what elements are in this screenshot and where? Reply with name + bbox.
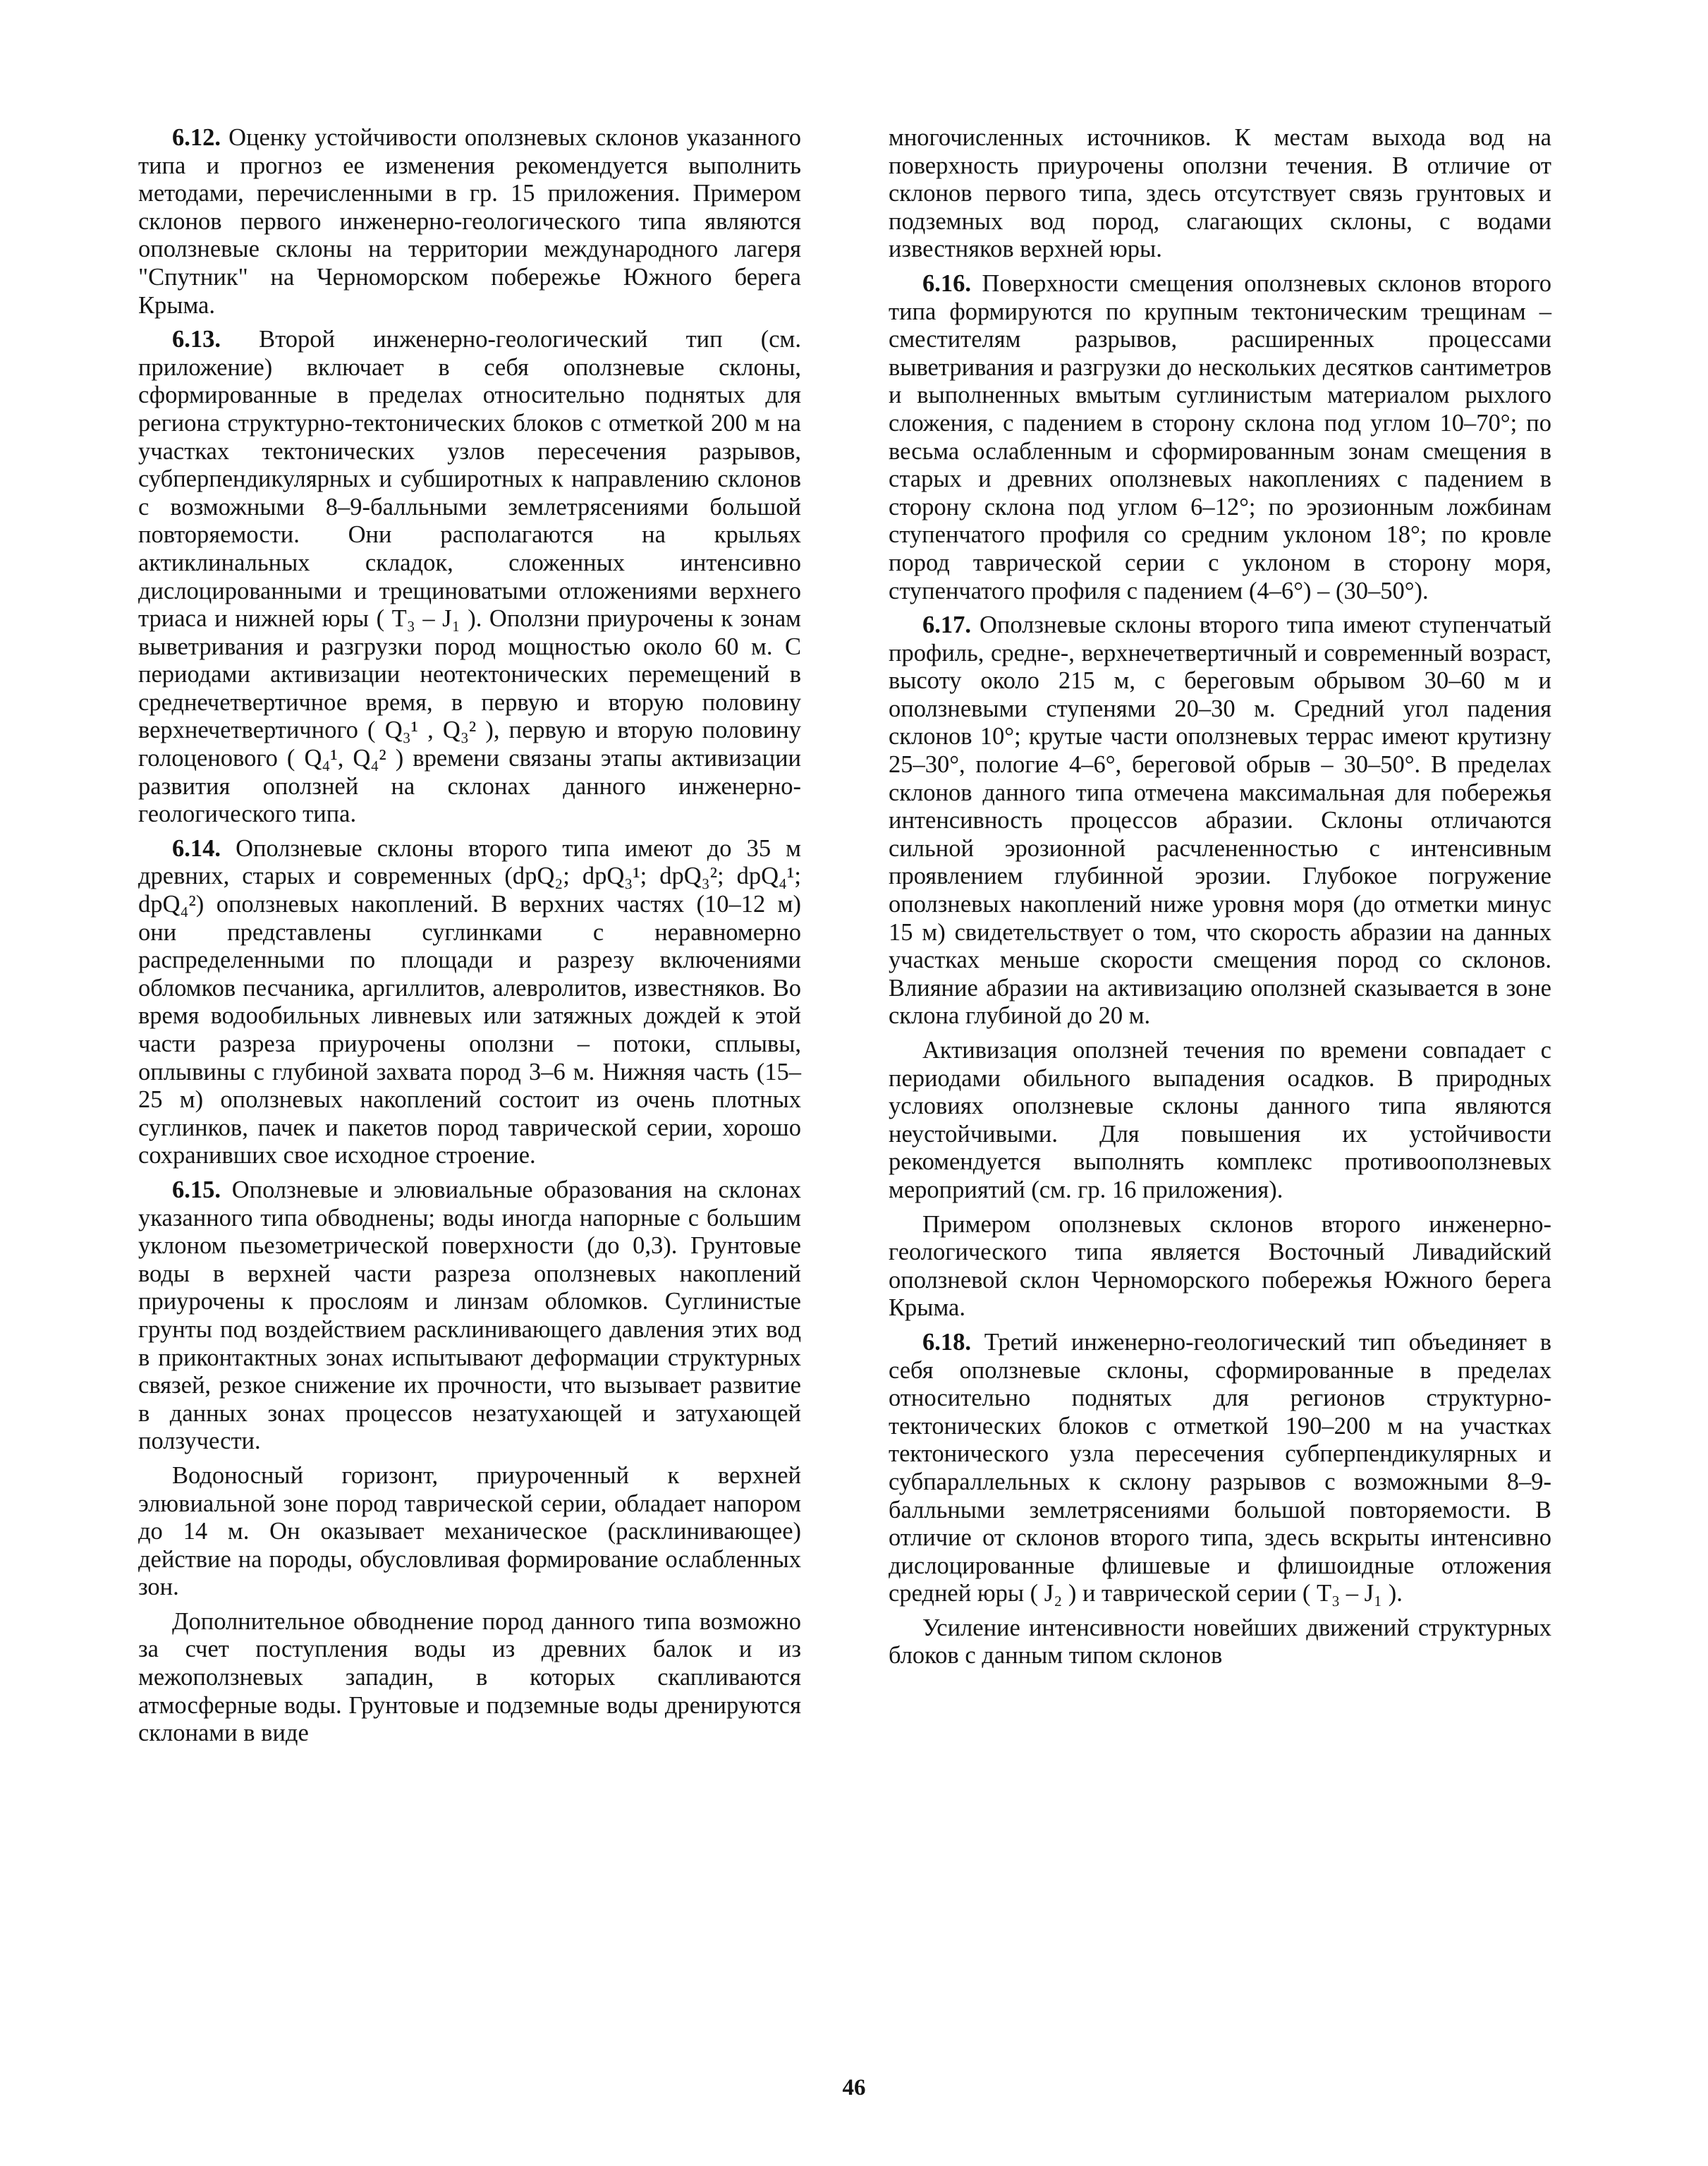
paragraph-text: Оползневые склоны второго типа имеют до 35 м древних, старых и современных (dpQ₂; dpQ₃¹; dpQ₃²; dpQ₄¹; dpQ₄²) оползневых накоплений. В верхних частях (10–12 м) они представлены суглинками с неравномерно распределенными по площади и разрезу включениями обломков песчаника, аргиллитов, алевролитов, известняков. Во время водообильных ливневых или затяжных дождей к этой части разреза приурочены оползни – потоки, сплывы, оплывины с глубиной захвата пород 3–6 м. Нижняя часть (15–25 м) оползневых накоплений состоит из очень плотных суглинков, пачек и пакетов пород таврической серии, хорошо сохранивших свое исходное строение. [138,834,802,1169]
paragraph [138,835,801,1170]
paragraph [138,1608,801,1748]
section-number: 6.12. [172,124,221,151]
paragraph-text: Примером оползневых склонов второго инженерно-геологического типа является Восточный Ливадийский оползневой склон Черноморского побережья Южного берега Крыма. [889,1210,1551,1322]
paragraph [889,1614,1551,1670]
paragraph-text: Оползневые и элювиальные образования на склонах указанного типа обводнены; воды иногда напорные с большим уклоном пьезометрической поверхности (до 0,3). Грунтовые воды в верхней части разреза оползневых накоплений приурочены к прослоям и линзам обломков. Суглинистые грунты под воздействием расклинивающего давления этих вод в приконтактных зонах испытывают деформации структурных связей, резкое снижение их прочности, что вызывает развитие в данных зонах процессов незатухающей и затухающей ползучести. [138,1176,802,1455]
paragraph [138,124,801,320]
paragraph-text: Водоносный горизонт, приуроченный к верхней элювиальной зоне пород таврической серии, обладает напором до 14 м. Он оказывает механическое (расклинивающее) действие на породы, обусловливая формирование ослабленных зон. [138,1461,801,1601]
section-number: 6.17. [922,612,971,639]
section-number: 6.13. [172,326,221,353]
right-column [889,124,1551,1677]
section-number: 6.16. [922,269,971,297]
section-number: 6.18. [922,1328,971,1356]
paragraph [889,612,1551,1030]
paragraph-text: Активизация оползней течения по времени совпадает с периодами обильного выпадения осадков. В природных условиях оползневые склоны данного типа являются неустойчивыми. Для повышения их устойчивости рекомендуется выполнять комплекс противооползневых мероприятий (см. гр. 16 приложения). [889,1037,1551,1203]
paragraph-continuation [889,124,1551,264]
paragraph-text: Усиление интенсивности новейших движений структурных блоков с данным типом склонов [889,1614,1551,1669]
paragraph [889,1211,1551,1322]
paragraph-text: Оценку устойчивости оползневых склонов указанного типа и прогноз ее изменения рекомендуется выполнить методами, перечисленными в гр. 15 приложения. Примером склонов первого инженерно-геологического типа являются оползневые склоны на территории международного лагеря "Спутник" на Черноморском побережье Южного берега Крыма. [138,124,801,319]
paragraph [889,1037,1551,1205]
paragraph [889,1329,1551,1608]
section-number: 6.15. [172,1176,221,1203]
section-number: 6.14. [172,834,221,862]
paragraph-text: Второй инженерно-геологический тип (см. приложение) включает в себя оползневые склоны, сформированные в пределах относительно поднятых для региона структурно-тектонических блоков с отметкой 200 м на участках тектонических узлов пересечения разрывов, субперпендикулярных и субширотных к направлению склонов с возможными 8–9-балльными землетрясениями большой повторяемости. Они располагаются на крыльях актиклинальных складок, сложенных интенсивно дислоцированными и трещиноватыми отложениями верхнего триаса и нижней юры ( T₃ – J₁ ). Оползни приурочены к зонам выветривания и разгрузки пород мощностью около 60 м. С периодами активизации неотектонических перемещений в среднечетвертичное время, в первую и вторую половину верхнечетвертичного ( Q₃¹ , Q₃² ), первую и вторую половину голоценового ( Q₄¹, Q₄² ) времени связаны этапы активизации развития оползней на склонах данного инженерно-геологического типа. [138,326,801,828]
paragraph [889,270,1551,605]
paragraph-text: Дополнительное обводнение пород данного типа возможно за счет поступления воды из древних балок и из межоползневых западин, в которых скапливаются атмосферные воды. Грунтовые и подземные воды дренируются склонами в виде [138,1607,801,1747]
paragraph-text: Оползневые склоны второго типа имеют ступенчатый профиль, средне-, верхнечетвертичный и современный возраст, высоту около 215 м, с береговым обрывом 30–60 м и оползневыми ступенями 20–30 м. Средний угол падения склонов 10°; крутые части оползневых террас имеют крутизну 25–30°, пологие 4–6°, береговой обрыв – 30–50°. В пределах склонов данного типа отмечена максимальная для побережья интенсивность процессов абразии. Склоны отличаются сильной эрозионной расчлененностью с интенсивным проявлением глубинной эрозии. Глубокое погружение оползневых накоплений ниже уровня моря (до отметки минус 15 м) свидетельствует о том, что скорость абразии на данных участках меньше скорости смещения пород со склонов. Влияние абразии на активизацию оползней сказывается в зоне склона глубиной до 20 м. [889,612,1552,1030]
paragraph-text: многочисленных источников. К местам выхода вод на поверхность приурочены оползни течения. В отличие от склонов первого типа, здесь отсутствует связь грунтовых и подземных вод пород, слагающих склоны, с водами известняков верхней юры. [889,124,1551,263]
left-column [138,124,801,1754]
page-number: 46 [842,2075,866,2100]
paragraph [138,1462,801,1602]
paragraph [138,326,801,829]
paragraph [138,1176,801,1456]
paragraph-text: Третий инженерно-геологический тип объединяет в себя оползневые склоны, сформированные в пределах относительно поднятых для регионов структурно-тектонических блоков с отметкой 190–200 м на участках тектонического узла пересечения субперпендикулярных и субпараллельных к склону разрывов с возможными 8–9-балльными землетрясениями большой повторяемости. В отличие от склонов второго типа, здесь вскрыты интенсивно дислоцированные флишевые и флишоидные отложения средней юры ( J₂ ) и таврической серии ( T₃ – J₁ ). [889,1328,1551,1607]
paragraph-text: Поверхности смещения оползневых склонов второго типа формируются по крупным тектоническим трещинам – сместителям разрывов, расширенных процессами выветривания и разгрузки до нескольких десятков сантиметров и выполненных вмытым суглинистым материалом рыхлого сложения, с падением в сторону склона под углом 10–70°; по весьма ослабленным и сформированным зонам смещения в старых и древних оползневых накоплениях с падением в сторону склона под углом 6–12°; по эрозионным ложбинам ступенчатого профиля со средним уклоном 18°; по кровле пород таврической серии с уклоном в сторону моря, ступенчатого профиля с падением (4–6°) – (30–50°). [889,269,1551,604]
